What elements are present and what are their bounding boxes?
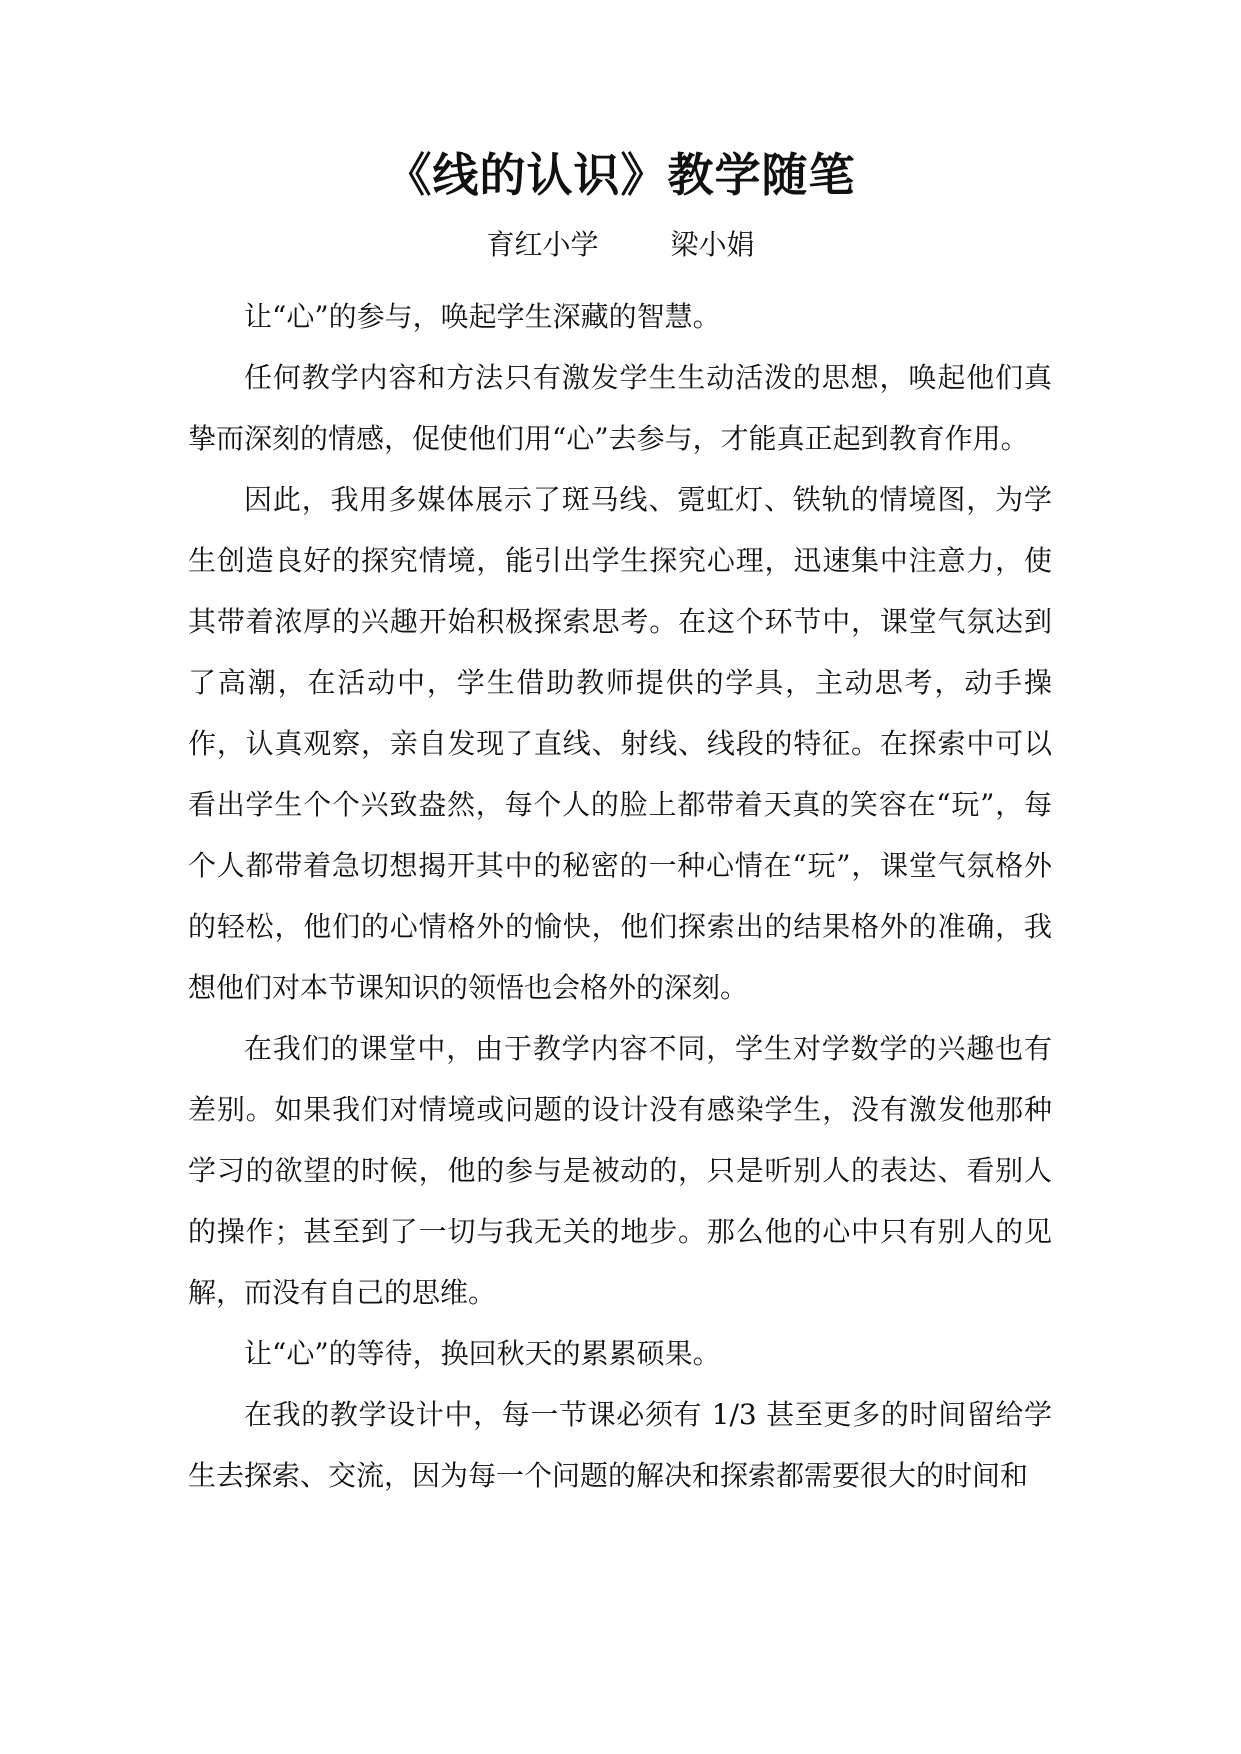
byline [0,228,1241,262]
author-name: 梁小娟 [670,228,755,261]
paragraph: 任何教学内容和方法只有激发学生生动活泼的思想，唤起他们真挚而深刻的情感，促使他们用“心”去参与，才能真正起到教育作用。 [188,361,1052,455]
school-name: 育红小学 [486,228,599,261]
paragraph: 因此，我用多媒体展示了斑马线、霓虹灯、铁轨的情境图，为学生创造良好的探究情境，能引出学生探究心理，迅速集中注意力，使其带着浓厚的兴趣开始积极探索思考。在这个环节中，课堂气氛达到了高潮，在活动中，学生借助教师提供的学具，主动思考，动手操作，认真观察，亲自发现了直线、射线、线段的特征。在探索中可以看出学生个个兴致盎然，每个人的脸上都带着天真的笑容在“玩”，每个人都带着急切想揭开其中的秘密的一种心情在“玩”，课堂气氛格外的轻松，他们的心情格外的愉快，他们探索出的结果格外的准确，我想他们对本节课知识的领悟也会格外的深刻。 [188,483,1052,1004]
article-body [188,286,1052,1506]
paragraph: 让“心”的等待，换回秋天的累累硕果。 [244,1337,721,1370]
paragraph: 在我的教学设计中，每一节课必须有 1/3 甚至更多的时间留给学生去探索、交流，因为每一个问题的解决和探索都需要很大的时间和 [188,1398,1052,1492]
document-title: 《线的认识》教学随笔 [385,148,856,202]
paragraph: 在我们的课堂中，由于教学内容不同，学生对学数学的兴趣也有差别。如果我们对情境或问题的设计没有感染学生，没有激发他那种学习的欲望的时候，他的参与是被动的，只是听别人的表达、看别人的操作；甚至到了一切与我无关的地步。那么他的心中只有别人的见解，而没有自己的思维。 [188,1032,1052,1309]
paragraph: 让“心”的参与，唤起学生深藏的智慧。 [244,300,721,333]
